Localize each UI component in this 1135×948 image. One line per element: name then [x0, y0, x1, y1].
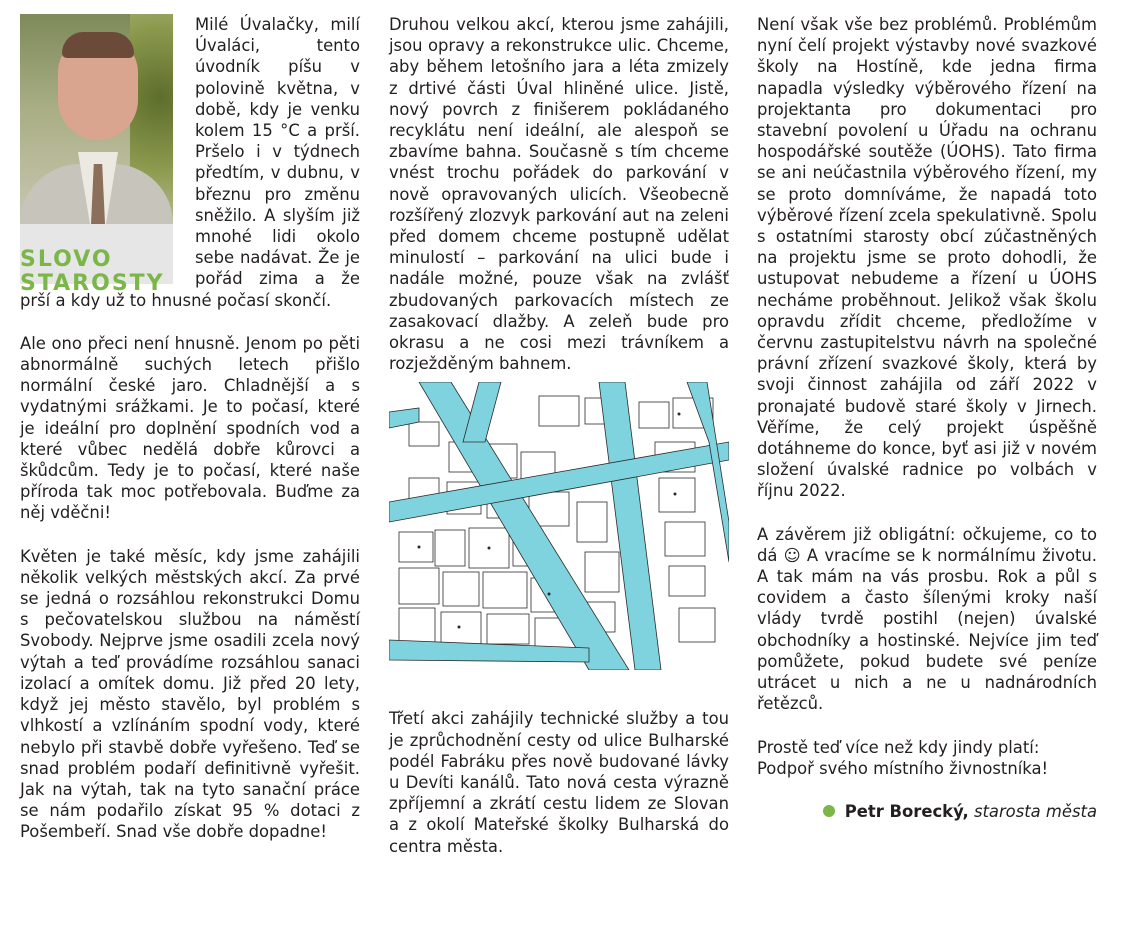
column-3 — [757, 14, 1097, 822]
paragraph-path: Třetí akci zahájily technické služby a tou je zprůchodnění cesty od ulice Bulharské podél Fabráku přes nově budované lávky u Devíti kanálů. Tato nová cesta výrazně zpříjemní a zkrátí cestu lidem ze Slovan a z okolí Mateřské školky Bulharská do centra města. — [389, 709, 729, 856]
paragraph-vaccination: A závěrem již obligátní: očkujeme, co to dá ☺ A vracíme se k normálnímu životu. A tak mám na vás prosbu. Rok a půl s covidem a často šílenými kroky naší vlády tvrdě postihl (nejen) úvalské obchodníky a hostinské. Nejvíce jim teď pomůžete, pokud budete své peníze utrácet u nich a ne u nadnárodních řetězců. — [757, 524, 1097, 714]
bullet-dot-icon — [823, 805, 835, 817]
section-label-line-1: SLOVO — [20, 247, 113, 272]
signature — [757, 801, 1097, 822]
paragraph-weather: Ale ono přeci není hnusně. Jenom po pěti abnormálně suchých letech přišlo normální české jaro. Chladnější a s vydatnými srážkami. Je to počasí, které je ideální pro doplnění spodních vod a které vůbec nedělá dobře kůrovci a škůdcům. Tedy je to počasí, které naše příroda tak moc potřebovala. Buďme za něj vděčni! — [20, 333, 360, 523]
street-map — [389, 382, 729, 670]
author-photo — [20, 14, 173, 224]
paragraph-school: Není však vše bez problémů. Problémům nyní čelí projekt výstavby nové svazkové školy na Hostíně, kde jedna firma napadla výsledky výběrového řízení na projektanta pro dokumentaci pro stavební povolení u Úřadu na ochranu hospodářské soutěže (ÚOHS). Tato firma se ani neúčastnila výběrového řízení, my se proto domníváme, že napadá toto výběrové řízení zcela spekulativně. Spolu s ostatními starosty obcí zúčastněných na projektu jsme se proto dohodli, že ustupovat nebudeme a řízení u ÚOHS necháme proběhnout. Jelikož však školu opravdu zřídit chceme, předložíme v červnu zastupitelstvu návrh na společné právní zřízení svazkové školy, která by svoji činnost zahájila od září 2022 v pronajaté budově staré školy v Jirnech. Věříme, že celý projekt úspěšně dotáhneme do konce, byť asi již v novém složení úvalské radnice po volbách v říjnu 2022. — [757, 15, 1097, 501]
section-label-line-2: STAROSTY — [20, 271, 165, 296]
paragraph-streets: Druhou velkou akcí, kterou jsme zahájili, jsou opravy a rekonstrukce ulic. Chceme, aby během letošního jara a léta zmizely z drtivé části Úval hliněné ulice. Jistě, nový povrch z finišerem pokládaného recyklátu není ideální, ale alespoň se zbavíme bahna. Současně s tím chceme vnést trochu pořádek do parkování v nově opravovaných ulicích. Všeobecně rozšířený zlozvyk parkování aut na zeleni před domem chceme postupně udělat minulostí – parkování na ulici bude i nadále možné, pouze však na zvlášť zbudovaných parkovacích místech ze zasakovací dlažby. A zeleň bude pro okrasu a ne cosi mezi trávníkem a rozježděným bahnem. — [389, 15, 729, 374]
section-label — [20, 248, 165, 296]
column-2 — [389, 14, 729, 879]
paragraph-care-home: Květen je také měsíc, kdy jsme zahájili několik velkých městských akcí. Za prvé se jedná o rozsáhlou rekonstrukci Domu s pečovatelskou službou na náměstí Svobody. Nejprve jsme osadili zcela nový výtah a teď provádíme rozsáhlou sanaci izolací a omítek domu. Již před 20 lety, když jej město stavělo, byl problém s vlhkostí a vzlínáním spodní vody, které nebylo při stavbě dobře vyřešeno. Teď se snad problém podaří definitivně vyřešit. Jak na výtah, tak na tyto sanační práce se nám podařilo získat 95 % dotaci z Pošembeří. Snad vše dobře dopadne! — [20, 546, 360, 842]
section-label-box — [20, 224, 173, 296]
column-1 — [20, 14, 360, 865]
author-name: Petr Borecký, — [844, 801, 969, 821]
author-role: starosta města — [973, 801, 1097, 821]
paragraph-support-local: Prostě teď více než kdy jindy platí: Podpoř svého místního živnostníka! — [757, 737, 1049, 778]
paragraph-intro: Milé Úvalačky, milí Úvaláci, tento úvodník píšu v polovině května, v době, kdy je venku kolem 15 °C a prší. Pršelo i v týdnech předtím, v dubnu, v březnu pro změnu sněžilo. A slyším již mnohé lidi okolo sebe nadávat. Že je pořád zima a že prší a kdy už to hnusné počasí skončí. — [20, 15, 360, 310]
author-photo-block — [20, 14, 173, 296]
